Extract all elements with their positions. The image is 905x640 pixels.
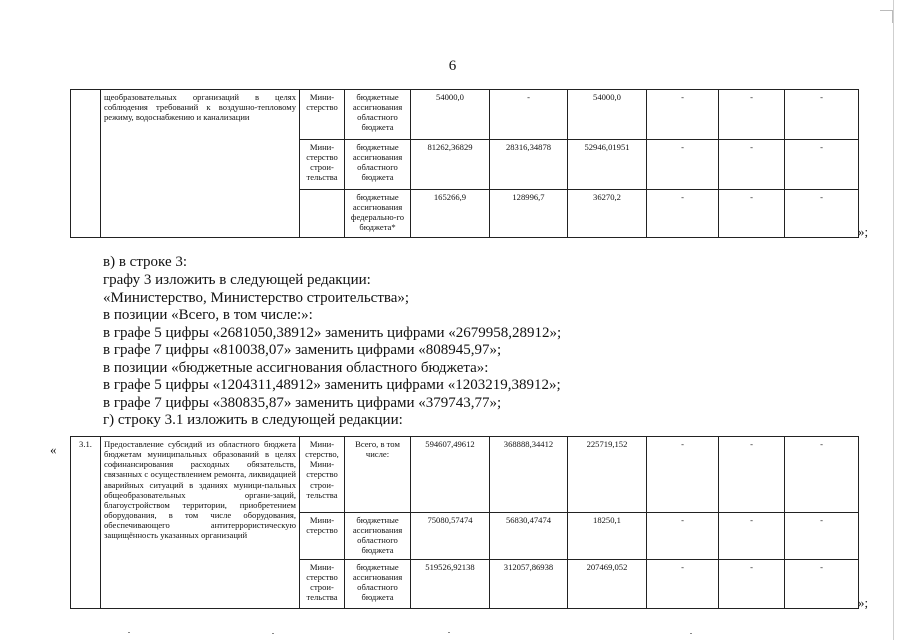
scan-speck xyxy=(128,632,130,633)
value-cell: 312057,86938 xyxy=(490,560,568,609)
scan-speck xyxy=(272,633,274,634)
value-cell: - xyxy=(647,90,719,140)
value-cell: - xyxy=(719,513,785,560)
sheet-edge xyxy=(893,0,894,640)
value-cell: 519526,92138 xyxy=(411,560,490,609)
value-cell: 165266,9 xyxy=(411,190,490,238)
value-cell: 368888,34412 xyxy=(490,437,568,513)
amendment-line: «Министерство, Министерство строительства»; xyxy=(103,290,410,306)
value-cell: 128996,7 xyxy=(490,190,568,238)
row-number-cell: 3.1. xyxy=(71,437,101,609)
source-cell: бюджетные ассигнования областного бюджета xyxy=(345,140,411,190)
measure-name-cell: щеобразовательных организаций в целях соблюдения требований к воздушно-тепловому режиму, водоснабжению и канализации xyxy=(101,90,300,238)
value-cell: 81262,36829 xyxy=(411,140,490,190)
value-cell: 75080,57474 xyxy=(411,513,490,560)
value-cell: 54000,0 xyxy=(411,90,490,140)
row-number-cell xyxy=(71,90,101,238)
value-cell: 594607,49612 xyxy=(411,437,490,513)
value-cell: - xyxy=(719,90,785,140)
amendment-line: в позиции «Всего, в том числе:»: xyxy=(103,307,313,323)
value-cell: - xyxy=(719,190,785,238)
executor-cell: Мини-стерство строи-тельства xyxy=(300,140,345,190)
executor-cell: Мини-стерство, Мини-стерство строи-тельства xyxy=(300,437,345,513)
value-cell: - xyxy=(719,560,785,609)
value-cell: 18250,1 xyxy=(568,513,647,560)
page-number: 6 xyxy=(448,58,457,74)
value-cell: - xyxy=(647,560,719,609)
table-closing-quote: »; xyxy=(858,595,869,610)
table-row xyxy=(71,90,859,140)
corner-mark xyxy=(880,10,893,23)
table-opening-quote: « xyxy=(50,442,57,457)
amendment-line: в графе 5 цифры «1204311,48912» заменить цифрами «1203219,38912»; xyxy=(103,377,561,393)
value-cell: 225719,152 xyxy=(568,437,647,513)
value-cell: 28316,34878 xyxy=(490,140,568,190)
table-row-3-1 xyxy=(70,436,859,609)
source-cell: бюджетные ассигнования федерально-го бюджета* xyxy=(345,190,411,238)
value-cell: 54000,0 xyxy=(568,90,647,140)
amendment-line: графу 3 изложить в следующей редакции: xyxy=(103,272,371,288)
value-cell: - xyxy=(647,437,719,513)
table-continuation xyxy=(70,89,859,238)
amendment-line: г) строку 3.1 изложить в следующей редакции: xyxy=(103,412,403,428)
value-cell: - xyxy=(785,513,859,560)
value-cell: - xyxy=(647,513,719,560)
amendment-line: в графе 7 цифры «380835,87» заменить цифрами «379743,77»; xyxy=(103,395,502,411)
value-cell: - xyxy=(490,90,568,140)
value-cell: - xyxy=(785,140,859,190)
scan-speck xyxy=(448,632,450,633)
value-cell: - xyxy=(785,560,859,609)
source-cell: бюджетные ассигнования областного бюджета xyxy=(345,560,411,609)
value-cell: 207469,052 xyxy=(568,560,647,609)
scan-speck xyxy=(690,633,692,634)
value-cell: - xyxy=(719,140,785,190)
table-row xyxy=(71,437,859,513)
source-cell: Всего, в том числе: xyxy=(345,437,411,513)
value-cell: 52946,01951 xyxy=(568,140,647,190)
value-cell: - xyxy=(785,190,859,238)
value-cell: - xyxy=(647,140,719,190)
amendment-line: в графе 5 цифры «2681050,38912» заменить цифрами «2679958,28912»; xyxy=(103,325,562,341)
value-cell: 36270,2 xyxy=(568,190,647,238)
amendment-line: в графе 7 цифры «810038,07» заменить цифрами «808945,97»; xyxy=(103,342,502,358)
executor-cell: Мини-стерство xyxy=(300,513,345,560)
executor-cell: Мини-стерство строи-тельства xyxy=(300,560,345,609)
value-cell: - xyxy=(785,90,859,140)
value-cell: - xyxy=(785,437,859,513)
value-cell: - xyxy=(647,190,719,238)
measure-name-cell: Предоставление субсидий из областного бюджета бюджетам муниципальных образований в целях софинансирования расходных обязательств, связанных с осуществлением ремонта, ликвидацией аварийных ситуаций в зданиях муници-пальных общеобразовательных органи-заций, благоустройством территории, приобретением оборудования, в том числе оборудования, обеспечивающего антитеррористическую защищённость указанных организаций xyxy=(101,437,300,609)
amendment-line: в) в строке 3: xyxy=(103,254,188,270)
table-closing-quote: »; xyxy=(858,224,869,239)
value-cell: 56830,47474 xyxy=(490,513,568,560)
executor-cell: Мини-стерство xyxy=(300,90,345,140)
source-cell: бюджетные ассигнования областного бюджета xyxy=(345,513,411,560)
executor-cell xyxy=(300,190,345,238)
value-cell: - xyxy=(719,437,785,513)
source-cell: бюджетные ассигнования областного бюджета xyxy=(345,90,411,140)
amendment-line: в позиции «бюджетные ассигнования областного бюджета»: xyxy=(103,360,489,376)
